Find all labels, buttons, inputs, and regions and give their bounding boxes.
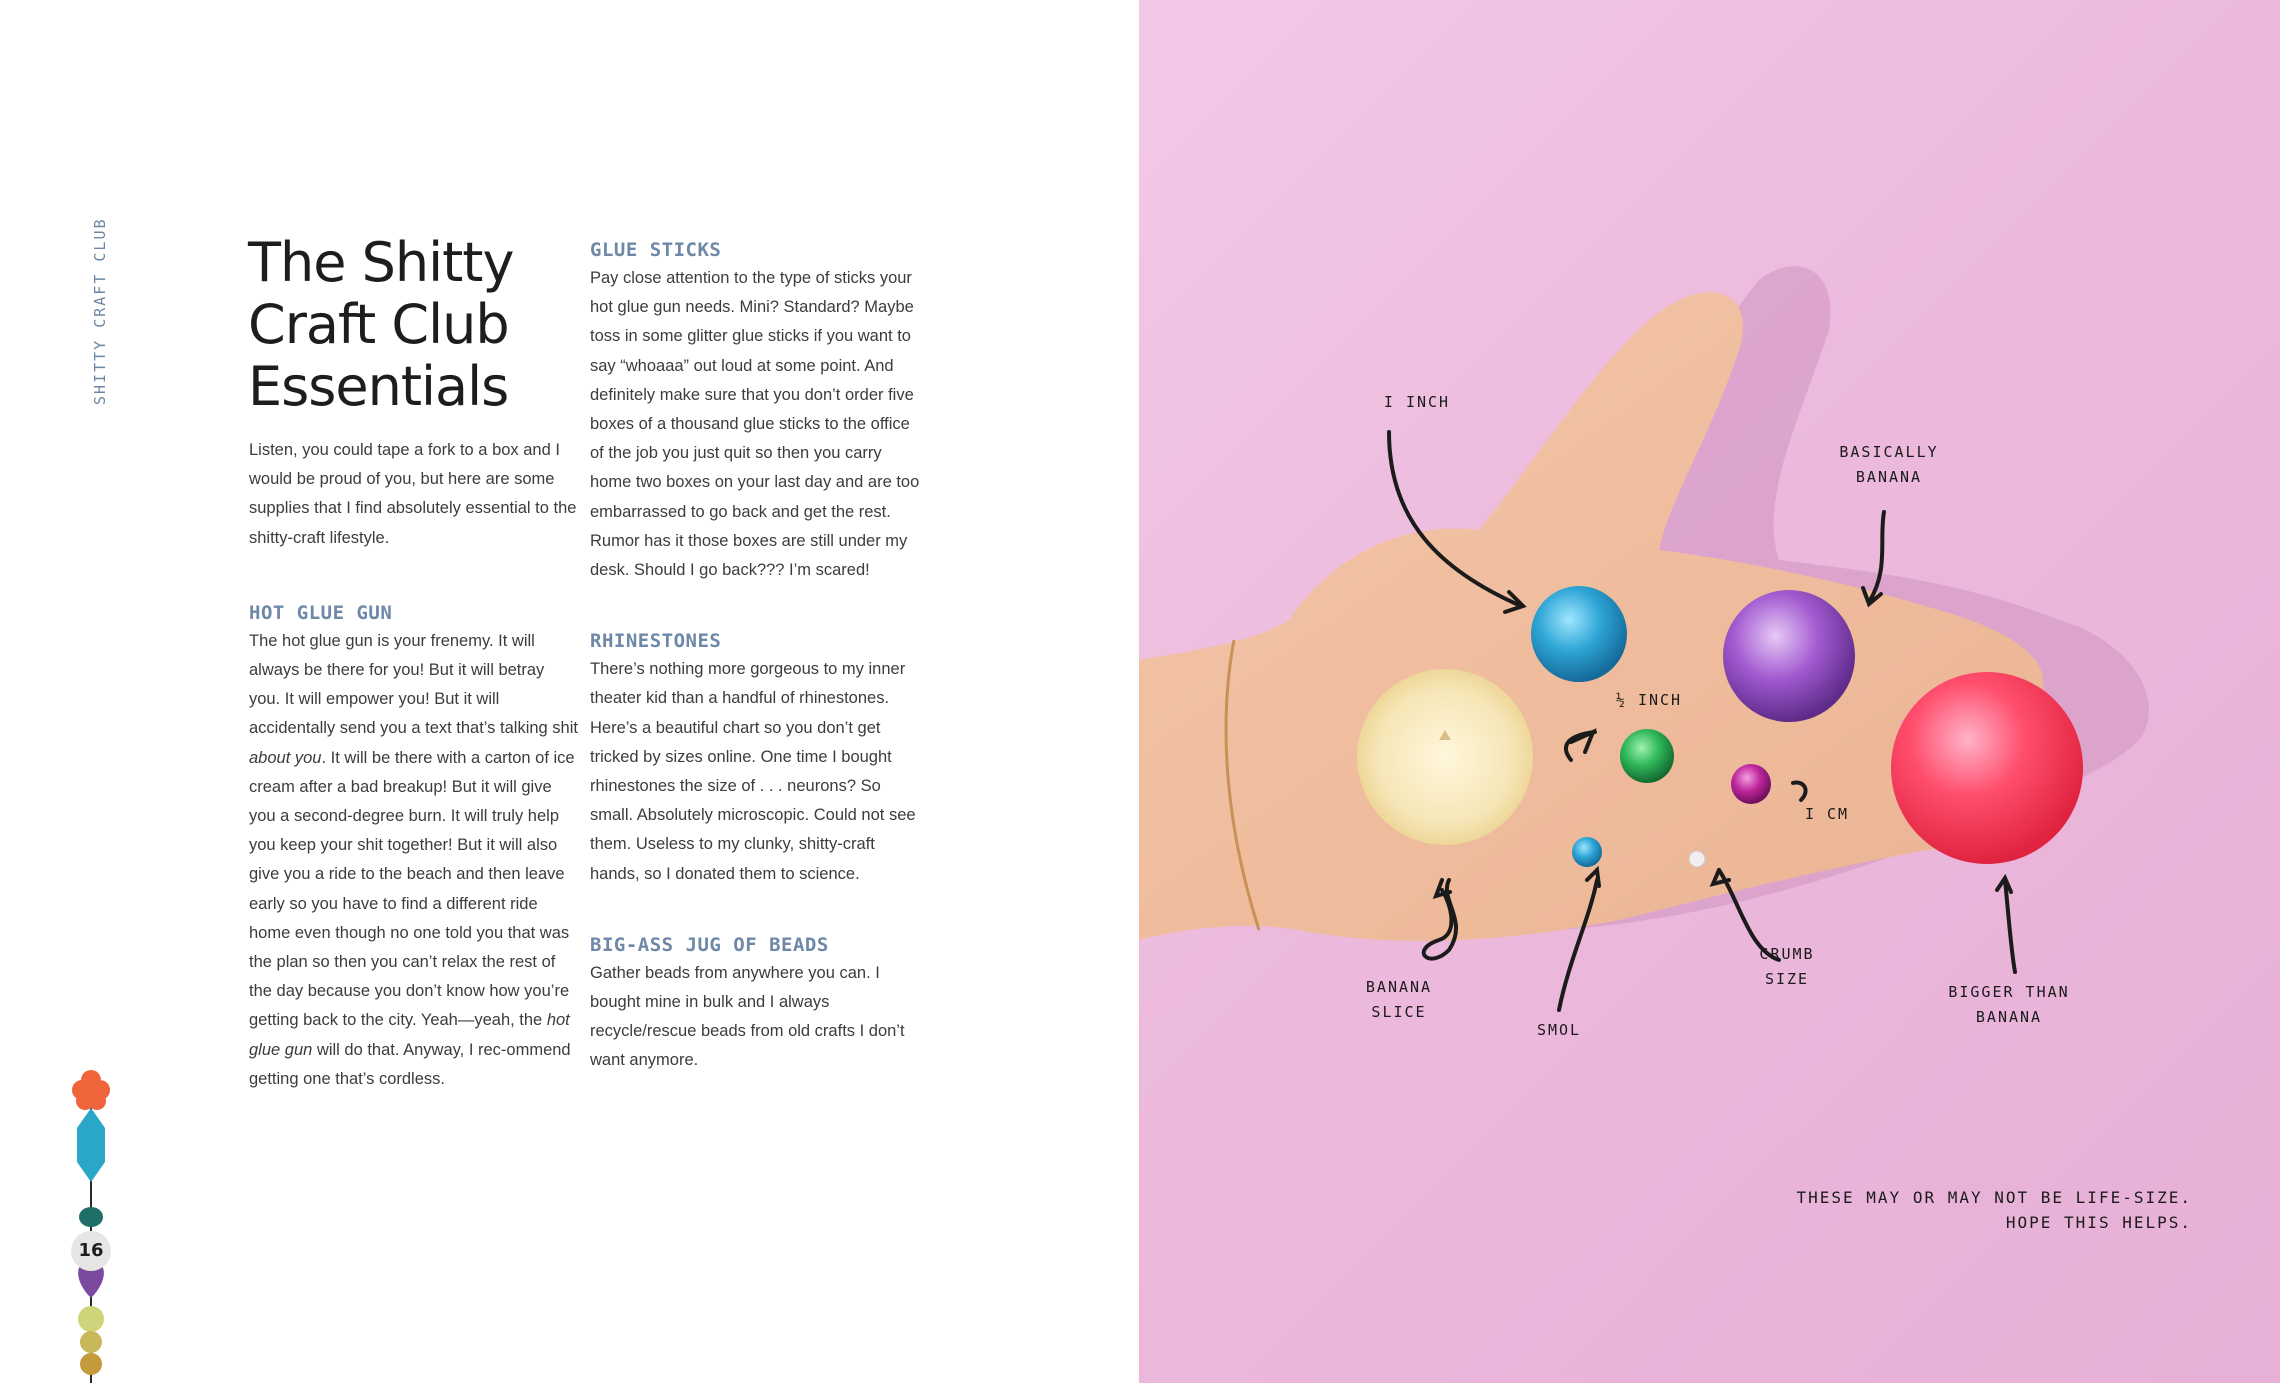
magenta-rhinestone bbox=[1731, 764, 1771, 804]
intro-paragraph: Listen, you could tape a fork to a box and I would be proud of you, but here are some supplies that I find absolutely essential to the shitty-craft lifestyle. bbox=[249, 441, 577, 547]
left-page bbox=[0, 0, 1139, 1383]
page-number: 16 bbox=[71, 1231, 111, 1271]
running-head bbox=[89, 217, 113, 410]
red-rhinestone bbox=[1891, 672, 2083, 864]
hexagon-bead-icon bbox=[77, 1108, 105, 1182]
small-green-bead-icon bbox=[79, 1207, 103, 1227]
flower-bead-icon bbox=[72, 1070, 110, 1110]
rhinestone-size-photo bbox=[1139, 0, 2280, 1383]
label-bigger-than-banana: BIGGER THAN BANANA bbox=[1948, 983, 2070, 1026]
lime-bead-icon bbox=[78, 1306, 104, 1332]
gold-bead-icon bbox=[80, 1353, 102, 1375]
beads-body: Gather beads from anywhere you can. I bought mine in bulk and I always recycle/rescue beads from old crafts I don’t want anymore. bbox=[590, 963, 905, 1070]
hand-photo-illustration bbox=[1139, 0, 2280, 1383]
rhinestones-body: There’s nothing more gorgeous to my inner theater kid than a handful of rhinestones. Here’s a beautiful chart so you don’t get tricked by sizes online. One time I bought rhinestones the size of . . . neurons? So small. Absolutely microscopic. Could not see them. Useless to my clunky, shitty-craft hands, so I donated them to science. bbox=[590, 660, 916, 883]
beads-heading: BIG-ASS JUG OF BEADS bbox=[590, 933, 829, 956]
glue-sticks-body: Pay close attention to the type of sticks your hot glue gun needs. Mini? Standard? Maybe toss in some glitter glue sticks if you want to say “whoaaa” out loud at some point. And definitely make sure that you don’t order five boxes of a thousand glue sticks to the office of the job you just quit so then you carry home two boxes on your last day and are too embarrassed to go back and get the rest. Rumor has it those boxes are still under my desk. Should I go back??? I’m scared! bbox=[590, 269, 920, 580]
label-smol: SMOL bbox=[1536, 1021, 1582, 1039]
rhinestones-heading: RHINESTONES bbox=[590, 630, 722, 653]
purple-rhinestone bbox=[1723, 590, 1855, 722]
small-blue-rhinestone bbox=[1572, 837, 1602, 867]
bead-strand bbox=[60, 1070, 120, 1383]
bead-strand-icon bbox=[60, 1070, 120, 1383]
column-left bbox=[249, 436, 579, 1094]
label-crumb-size: CRUMB SIZE bbox=[1759, 945, 1815, 988]
photo-caption-text: THESE MAY OR MAY NOT BE LIFE-SIZE. HOPE THIS HELPS. bbox=[1796, 1188, 2192, 1232]
running-head-text: SHITTY CRAFT CLUB bbox=[91, 217, 109, 405]
banana-slice bbox=[1357, 669, 1533, 845]
hot-glue-gun-heading: HOT GLUE GUN bbox=[249, 601, 393, 624]
olive-bead-icon bbox=[80, 1331, 102, 1353]
glue-sticks-heading: GLUE STICKS bbox=[590, 239, 722, 261]
crumb-rhinestone bbox=[1689, 851, 1705, 867]
label-one-inch: I INCH bbox=[1383, 393, 1451, 411]
label-banana-slice: BANANA SLICE bbox=[1365, 978, 1433, 1021]
photo-caption bbox=[1732, 1185, 2192, 1235]
label-half-inch: ½ INCH bbox=[1615, 691, 1683, 709]
hot-glue-gun-body: The hot glue gun is your frenemy. It will always be there for you! But it will betray you. It will empower you! But it will accidentally send you a text that’s talking shit about you. It will be there with a carton of ice cream after a bad breakup! But it will give you a second-degree burn. It will truly help you keep your shit together! But it will also give you a ride to the beach and then leave early so you have to find a different ride home even though no one told you that was the plan so then you can’t relax the rest of the day because you don’t know how you’re getting back to the city. Yeah—yeah, the hot glue gun will do that. Anyway, I rec-ommend getting one that’s cordless. bbox=[249, 631, 578, 1088]
label-one-cm: I CM bbox=[1804, 805, 1850, 823]
label-basically-banana: BASICALLY BANANA bbox=[1839, 443, 1939, 486]
green-rhinestone bbox=[1620, 729, 1674, 783]
blue-rhinestone bbox=[1531, 586, 1627, 682]
column-right bbox=[590, 236, 920, 1076]
page-title: The Shitty Craft Club Essentials bbox=[248, 231, 514, 418]
